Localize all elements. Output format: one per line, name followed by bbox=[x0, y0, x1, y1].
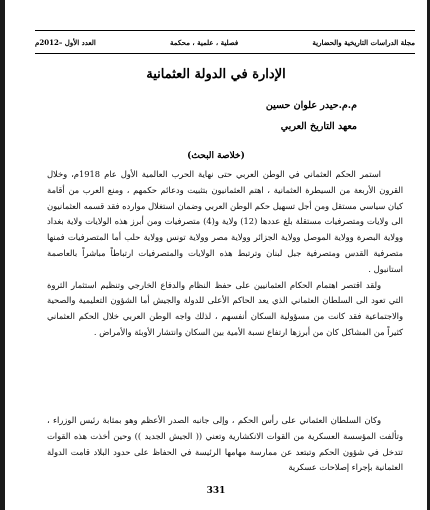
author-name: م.م.حيدر علوان حسين bbox=[265, 100, 357, 111]
summary-body bbox=[47, 167, 403, 341]
author-affiliation: معهد التاريخ العربي bbox=[280, 121, 357, 132]
journal-name: مجلة الدراسات التاريخية والحضارية bbox=[312, 37, 415, 47]
summary-body-continued bbox=[47, 413, 403, 476]
paragraph: ولقد اقتصر اهتمام الحكام العثمانيين على حفظ النظام والدفاع الخارجي وتنظيم استثمار الثروة التي تعود الى السلطان العثماني الذي يعد الحاكم الأعلى للدولة والجيش أما الشؤون التعليمية والصحية والاجتماعية فقد كانت من مسؤولية السكان أنفسهم ، لذلك واجه الوطن العربي خلال الحكم العثماني كثيراً من المشاكل كان من أبرزها ارتفاع نسبة الأمية بين السكان وانتشار الأوبئة والأمراض . bbox=[47, 279, 403, 337]
page-number: 331 bbox=[206, 486, 226, 496]
paragraph: وكان السلطان العثماني على رأس الحكم ، وإلى جانبه الصدر الأعظم وهو بمثابة رئيس الوزراء ، وتألفت المؤسسة العسكرية من القوات الانكشارية وتعني (( الجيش الجديد )) وحين أخذت هذه القوات تتدخل في شؤون الحكم وتبتعد عن ممارسة مهامها الرئيسة في الحفاظ على حدود البلاد قامت الدولة العثمانية بإجراء إصلاحات عسكرية bbox=[47, 415, 403, 473]
author-block bbox=[266, 95, 357, 137]
journal-header bbox=[35, 30, 415, 54]
paragraph: استمر الحكم العثماني في الوطن العربي حتى نهاية الحرب العالمية الأول عام 1918م، وخلال القرون الأربعة من السيطرة العثمانية ، اهتم العثمانيون بتثبيت ودعائم حكمهم ، ومنع العرب من أقامة كيان سياسي مستقل ومن أجل تسهيل حكم الوطن العربي وضمان استغلال موارده فقد قسمه العثمانيون الى ولايات ومتصرفيات مستقلة بلغ عددها (12) ولاية و(4) متصرفيات ومن أبرز هذه الولايات ولاية بغداد وولاية البصرة وولاية الموصل وولاية الجزائر وولاية مصر وولاية تونس وولاية حلب أما المتصرفيات فمنها متصرفية القدس ومتصرفية جبل لبنان وترتبط هذه الولايات والمتصرفيات ارتباطاً مباشراً بالعاصمة استانبول . bbox=[47, 169, 403, 274]
journal-tagline: فصلية ، علمية ، محكمة bbox=[170, 37, 239, 47]
summary-heading: (خلاصة البحث) bbox=[187, 151, 245, 161]
article-title: الإدارة في الدولة العثمانية bbox=[146, 67, 286, 82]
journal-issue: العدد الأول –2012م bbox=[35, 37, 96, 47]
document-page bbox=[5, 0, 427, 510]
